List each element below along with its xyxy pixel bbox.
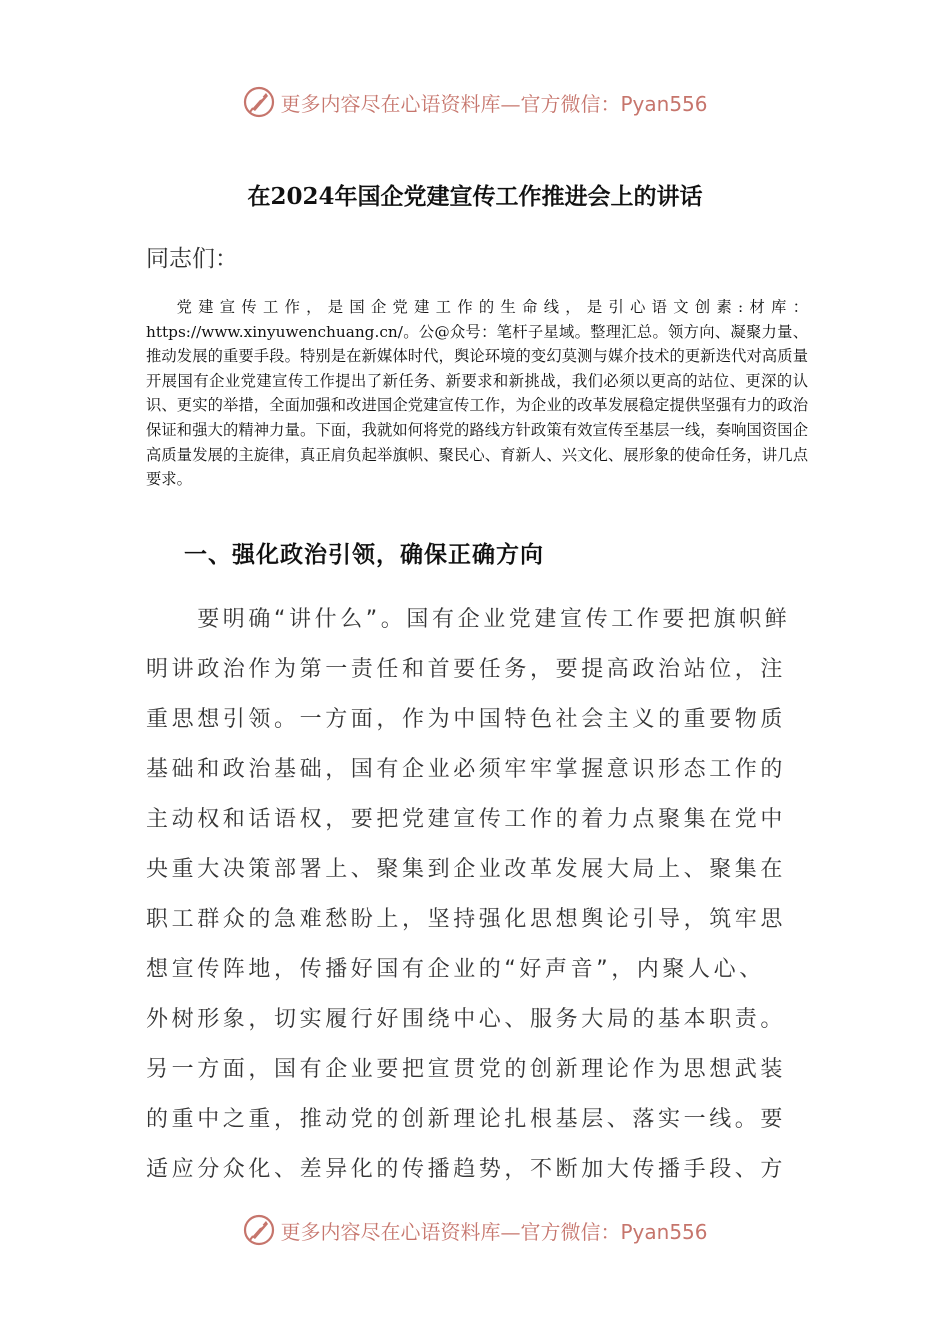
banner-text: 更多内容尽在心语资料库—官方微信：Pyan556 — [280, 91, 708, 116]
top-banner — [0, 82, 950, 122]
body-line: 明讲政治作为第一责任和首要任务，要提高政治站位，注 — [146, 657, 787, 682]
document-title: 在2024年国企党建宣传工作推进会上的讲话 — [247, 183, 703, 210]
banner-text: 更多内容尽在心语资料库—官方微信：Pyan556 — [280, 1219, 708, 1244]
quill-pen-logo-icon — [242, 1213, 276, 1247]
salutation: 同志们： — [146, 246, 238, 272]
body-paragraph — [146, 595, 808, 1195]
intro-paragraph: 党建宣传工作，是国企党建工作的生命线，是引心语文创素:材库：https://www.xinyuwenchuang.cn/。公@众号：笔杆子星域。整理汇总。领方向、凝聚力量、推动发展的重要手段。特别是在新媒体时代，舆论环境的变幻莫测与媒介技术的更新迭代对高质量开展国有企业党建宣传工作提出了新任务、新要求和新挑战，我们必须以更高的站位、更深的认识、更实的举措，全面加强和改进国企党建宣传工作，为企业的改革发展稳定提供坚强有力的政治保证和强大的精神力量。下面，我就如何将党的路线方针政策有效宣传至基层一线，奏响国资国企高质量发展的主旋律，真正肩负起举旗帜、聚民心、育新人、兴文化、展形象的使命任务，讲几点要求。 — [146, 298, 808, 489]
body-line: 主动权和话语权，要把党建宣传工作的着力点聚集在党中 — [146, 807, 787, 832]
quill-pen-logo-icon — [242, 85, 276, 119]
bottom-banner — [0, 1210, 950, 1250]
body-line: 基础和政治基础，国有企业必须牢牢掌握意识形态工作的 — [146, 757, 787, 782]
wechat-id: Pyan556 — [620, 91, 708, 116]
body-line: 职工群众的急难愁盼上，坚持强化思想舆论引导，筑牢思 — [146, 907, 787, 932]
wechat-id: Pyan556 — [620, 1219, 708, 1244]
body-line: 要明确“讲什么”。国有企业党建宣传工作要把旗帜鲜 — [146, 607, 791, 632]
body-line: 想宣传阵地，传播好国有企业的“好声音”，内聚人心、 — [146, 957, 765, 982]
section-heading: 一、强化政治引领，确保正确方向 — [184, 542, 544, 568]
body-line: 的重中之重，推动党的创新理论扎根基层、落实一线。要 — [146, 1107, 787, 1132]
body-line: 另一方面，国有企业要把宣贯党的创新理论作为思想武装 — [146, 1057, 787, 1082]
body-line: 央重大决策部署上、聚集到企业改革发展大局上、聚集在 — [146, 857, 787, 882]
body-line: 外树形象，切实履行好围绕中心、服务大局的基本职责。 — [146, 1007, 787, 1032]
body-line: 重思想引领。一方面，作为中国特色社会主义的重要物质 — [146, 707, 787, 732]
body-line: 适应分众化、差异化的传播趋势，不断加大传播手段、方 — [146, 1157, 787, 1182]
